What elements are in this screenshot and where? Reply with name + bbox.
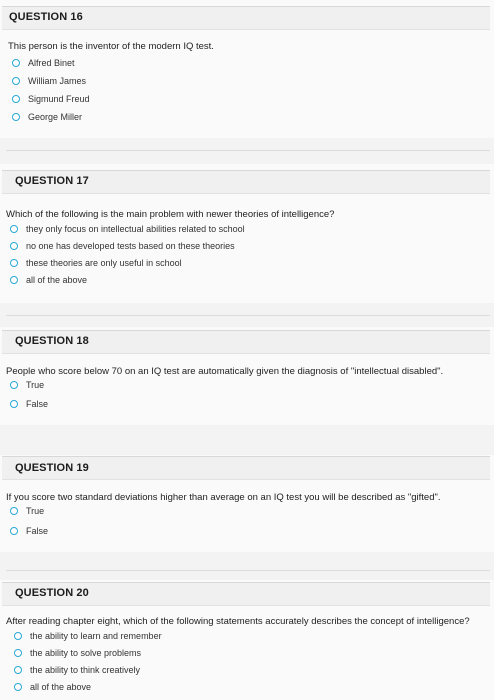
question-16-option-4[interactable] (12, 110, 82, 124)
option-label: all of the above (26, 275, 88, 285)
option-label: True (26, 506, 45, 516)
question-19-title: QUESTION 19 (15, 462, 89, 474)
radio-button[interactable] (10, 225, 18, 233)
option-label: they only focus on intellectual abilities related to school (26, 224, 245, 234)
option-label: William James (28, 76, 87, 86)
question-19-option-1[interactable] (10, 504, 44, 518)
radio-button[interactable] (14, 632, 22, 640)
option-label: False (26, 399, 49, 409)
question-17-title: QUESTION 17 (15, 175, 89, 187)
radio-button[interactable] (14, 649, 22, 657)
question-16-text: This person is the inventor of the modern IQ test. (8, 41, 214, 52)
question-19-text: If you score two standard deviations higher than average on an IQ test you will be described as "gifted". (6, 492, 441, 503)
radio-button[interactable] (12, 113, 20, 121)
radio-button[interactable] (10, 242, 18, 250)
question-18-option-1[interactable] (10, 378, 44, 392)
question-16-option-2[interactable] (12, 74, 86, 88)
option-label: all of the above (30, 682, 92, 692)
question-17-text: Which of the following is the main problem with newer theories of intelligence? (6, 209, 335, 220)
question-separator (0, 425, 494, 455)
divider (6, 150, 490, 151)
question-20-option-1[interactable] (14, 629, 162, 643)
option-label: these theories are only useful in school (26, 258, 182, 268)
option-label: True (26, 380, 45, 390)
question-18-text: People who score below 70 on an IQ test are automatically given the diagnosis of "intellectual disabled". (6, 366, 444, 377)
radio-button[interactable] (14, 666, 22, 674)
question-18-option-2[interactable] (10, 397, 48, 411)
question-20-option-4[interactable] (14, 680, 91, 694)
radio-button[interactable] (12, 95, 20, 103)
question-17-option-2[interactable] (10, 239, 235, 253)
option-label: the ability to solve problems (30, 648, 142, 658)
question-20-option-2[interactable] (14, 646, 141, 660)
question-separator (0, 552, 494, 580)
option-label: the ability to learn and remember (30, 631, 162, 641)
question-16-title: QUESTION 16 (9, 11, 83, 23)
radio-button[interactable] (14, 683, 22, 691)
radio-button[interactable] (10, 527, 18, 535)
radio-button[interactable] (10, 276, 18, 284)
question-17-option-1[interactable] (10, 222, 245, 236)
radio-button[interactable] (10, 400, 18, 408)
radio-button[interactable] (12, 77, 20, 85)
radio-button[interactable] (10, 259, 18, 267)
option-label: George Miller (28, 112, 83, 122)
question-20-option-3[interactable] (14, 663, 140, 677)
option-label: the ability to think creatively (30, 665, 141, 675)
option-label: False (26, 526, 49, 536)
divider (6, 570, 490, 571)
question-20-text: After reading chapter eight, which of the following statements accurately describes the concept of intelligence? (6, 616, 470, 627)
question-20-title: QUESTION 20 (15, 587, 89, 599)
option-label: Alfred Binet (28, 58, 75, 68)
question-separator (0, 138, 494, 164)
radio-button[interactable] (10, 381, 18, 389)
divider (6, 315, 490, 316)
radio-button[interactable] (10, 507, 18, 515)
radio-button[interactable] (12, 59, 20, 67)
question-16-option-1[interactable] (12, 56, 75, 70)
option-label: no one has developed tests based on these theories (26, 241, 235, 251)
question-16-option-3[interactable] (12, 92, 90, 106)
question-17-option-4[interactable] (10, 273, 87, 287)
question-17-option-3[interactable] (10, 256, 182, 270)
option-label: Sigmund Freud (28, 94, 90, 104)
question-18-title: QUESTION 18 (15, 335, 89, 347)
question-19-option-2[interactable] (10, 524, 48, 538)
